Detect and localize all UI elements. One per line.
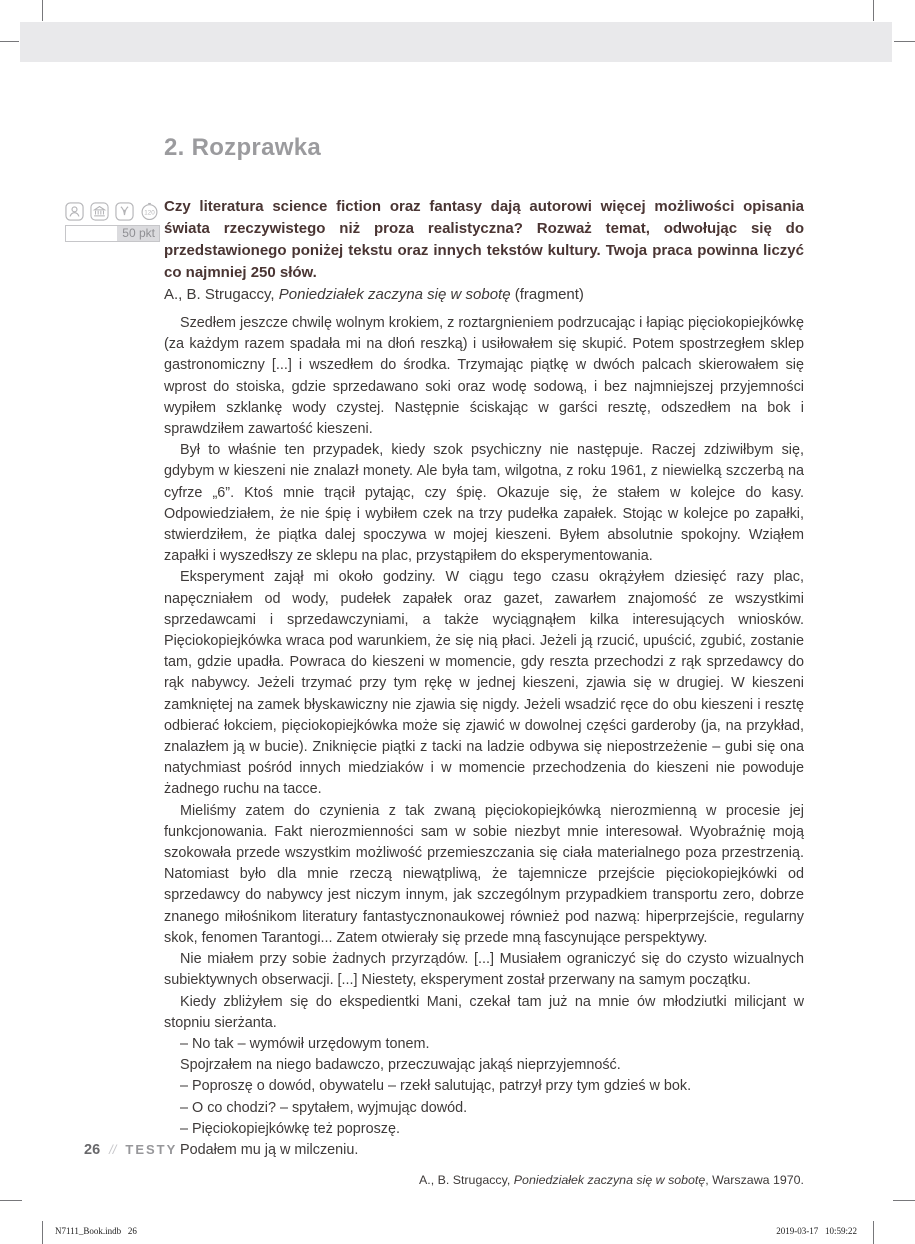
passage-dialog-line: – No tak – wymówił urzędowym tonem. — [180, 1035, 430, 1052]
crop-mark-top-right-vertical — [873, 0, 874, 21]
passage-dialog-line: – Pięciokopiejkówkę też poproszę. — [180, 1120, 400, 1137]
attribution-line — [164, 1173, 804, 1187]
slug-timestamp: 2019-03-17 10:59:22 — [776, 1226, 857, 1236]
content-column — [164, 196, 804, 1187]
passage-paragraph: Mieliśmy zatem do czynienia z tak zwaną pięciokopiejkówką nierozmienną w procesie jej funkcjonowania. Fakt nierozmienności sam w sobie niezbyt mnie interesował. Wyobraźnię moją szokowała przede wszystkim możliwość przemieszczania się ciała materialnego poza przestrzenią. Natomiast było dla mnie rzeczą niewątpliwą, że tajemnicze przejście pięciokopiejkówki od sprzedawcy do nabywcy jest niczym innym, jak szczególnym przypadkiem transportu zero, dobrze znanego miłośnikom literatury fantastycznonaukowej również pod nazwą: hiperprzejście, regularny skok, fenomen Tarantogi... Zatem otwierały się przede mną fascynujące perspektywy. — [164, 802, 804, 946]
source-authors: A., B. Strugaccy, — [164, 286, 279, 303]
passage-paragraph: Szedłem jeszcze chwilę wolnym krokiem, z roztargnieniem podrzucając i łapiąc pięciokopiejkówkę (za każdym razem spadała mi na dłoń reszką) i usiłowałem się skupić. Potem spostrzegłem sklep gastronomiczny [...] i wszedłem do środka. Trzymając piątkę w dwóch palcach skierowałem się wprost do stoiska, gdzie sprzedawano soki oraz wodę sodową, i bez najmniejszej przyjemności wypiłem szklankę wody czystej. Następnie ściskając w garści resztę, odszedłem na bok i sprawdziłem zawartość kieszeni. — [164, 315, 804, 438]
task-meta — [65, 202, 161, 242]
timer-minutes-label: 120 — [144, 209, 155, 217]
passage — [164, 313, 804, 1161]
source-title: Poniedziałek zaczyna się w sobotę — [278, 286, 511, 303]
passage-dialog-line: – O co chodzi? – spytałem, wyjmując dowód. — [180, 1099, 468, 1116]
page-footer — [84, 1142, 177, 1158]
points-box — [65, 225, 160, 242]
attribution-authors: A., B. Strugaccy, — [418, 1173, 514, 1188]
header-band — [20, 22, 892, 62]
slug-filename: N7111_Book.indb 26 — [55, 1226, 137, 1236]
passage-paragraph: Eksperyment zajął mi około godziny. W ciągu tego czasu okrążyłem dziesięć razy plac, napęczniałem od wody, pudełek zapałek oraz gazet, zawarłem znajomość ze wszystkimi sprzedawcami i sprzedawczyniami, a także wyciągnąłem kilka interesujących wniosków. Pięciokopiejkówka wraca pod warunkiem, że się nią płaci. Jeżeli ją rzucić, upuścić, zgubić, zostanie tam, gdzie upadła. Powraca do kieszeni w momencie, gdy reszta przechodzi z rąk sprzedawcy do rąk nabywcy. Jeżeli trzymać przy tym rękę w jednej kieszeni, zjawia się w drugiej. W kieszeni zamkniętej na zamek błyskawiczny nie zjawia się nigdy. Jeżeli wsadzić ręce do obu kieszeni i resztę odbierać łokciem, pięciokopiejkówka może się zjawić w dowolnej części garderoby (ja, na przykład, znalazłem ją w bucie). Zniknięcie piątki z tacki na ladzie odbywa się niepostrzeżenie – gubi się ona natychmiast pośród innych miedziaków i w momencie przechodzenia do kieszeni nie powoduje żadnego ruchu na tacce. — [164, 569, 804, 798]
source-fragment-note: (fragment) — [510, 286, 584, 303]
section-label: TESTY — [125, 1142, 178, 1157]
crop-mark-right-horizontal — [894, 41, 915, 42]
passage-paragraph: Spojrzałem na niego badawczo, przeczuwając jakąś nieprzyjemność. — [180, 1057, 621, 1074]
crop-mark-top-left-vertical — [42, 0, 43, 21]
attribution-publication: , Warszawa 1970. — [705, 1173, 804, 1188]
page-title: 2. Rozprawka — [164, 134, 321, 161]
footer-separator: // — [109, 1142, 117, 1157]
crop-mark-bottom-right-horizontal — [893, 1200, 915, 1201]
person-icon — [65, 202, 84, 221]
passage-paragraph: Był to właśnie ten przypadek, kiedy szok psychiczny nie następuje. Raczej zdziwiłbym się, gdybym w kieszeni nie znalazł monety. Ale była tam, wilgotna, z roku 1961, z niewielką szczerbą na cyfrze „6”. Ktoś mnie trącił pytając, czy śpię. Okazuje się, że stałem w kolejce do kasy. Odpowiedziałem, że nie śpię i wybiłem czek na trzy pudełka zapałek. Stojąc w kolejce po zapałki, stwierdziłem, że piątka dalej spoczywa w mojej kieszeni. Byłem absolutnie spokojny. Wziąłem zapałki i wyszedłszy ze sklepu na plac, przystąpiłem do eksperymentowania. — [164, 442, 804, 565]
task-icons-row — [65, 202, 161, 221]
points-value: 50 pkt — [117, 226, 159, 241]
crop-mark-bottom-left-vertical — [42, 1221, 43, 1244]
museum-icon — [90, 202, 109, 221]
crop-mark-left-horizontal — [0, 41, 19, 42]
attribution-title: Poniedziałek zaczyna się w sobotę — [513, 1173, 706, 1188]
source-line — [164, 284, 804, 306]
passage-dialog-line: – Poproszę o dowód, obywatelu – rzekł salutując, patrzył przy tym gdzieś w bok. — [180, 1078, 692, 1095]
points-blank-cell — [66, 226, 117, 241]
crop-mark-bottom-left-horizontal — [0, 1200, 22, 1201]
passage-paragraph: Nie miałem przy sobie żadnych przyrządów. [...] Musiałem ograniczyć się do czysto wizualnych subiektywnych obserwacji. [...] Niestety, eksperyment został przerwany na samym początku. — [164, 951, 804, 989]
passage-paragraph: Podałem mu ją w milczeniu. — [180, 1141, 359, 1158]
page-number: 26 — [84, 1142, 101, 1158]
timer-120-icon — [140, 202, 159, 221]
passage-paragraph: Kiedy zbliżyłem się do ekspedientki Mani, czekał tam już na mnie ów młodziutki milicjant w stopniu sierżanta. — [164, 993, 804, 1031]
task-prompt: Czy literatura science fiction oraz fantasy dają autorowi więcej możliwości opisania świata rzeczywistego niż proza realistyczna? Rozważ temat, odwołując się do przedstawionego poniżej tekstu oraz innych tekstów kultury. Twoja praca powinna liczyć co najmniej 250 słów. — [164, 198, 804, 281]
crop-mark-bottom-right-vertical — [873, 1221, 874, 1244]
quill-icon — [115, 202, 134, 221]
